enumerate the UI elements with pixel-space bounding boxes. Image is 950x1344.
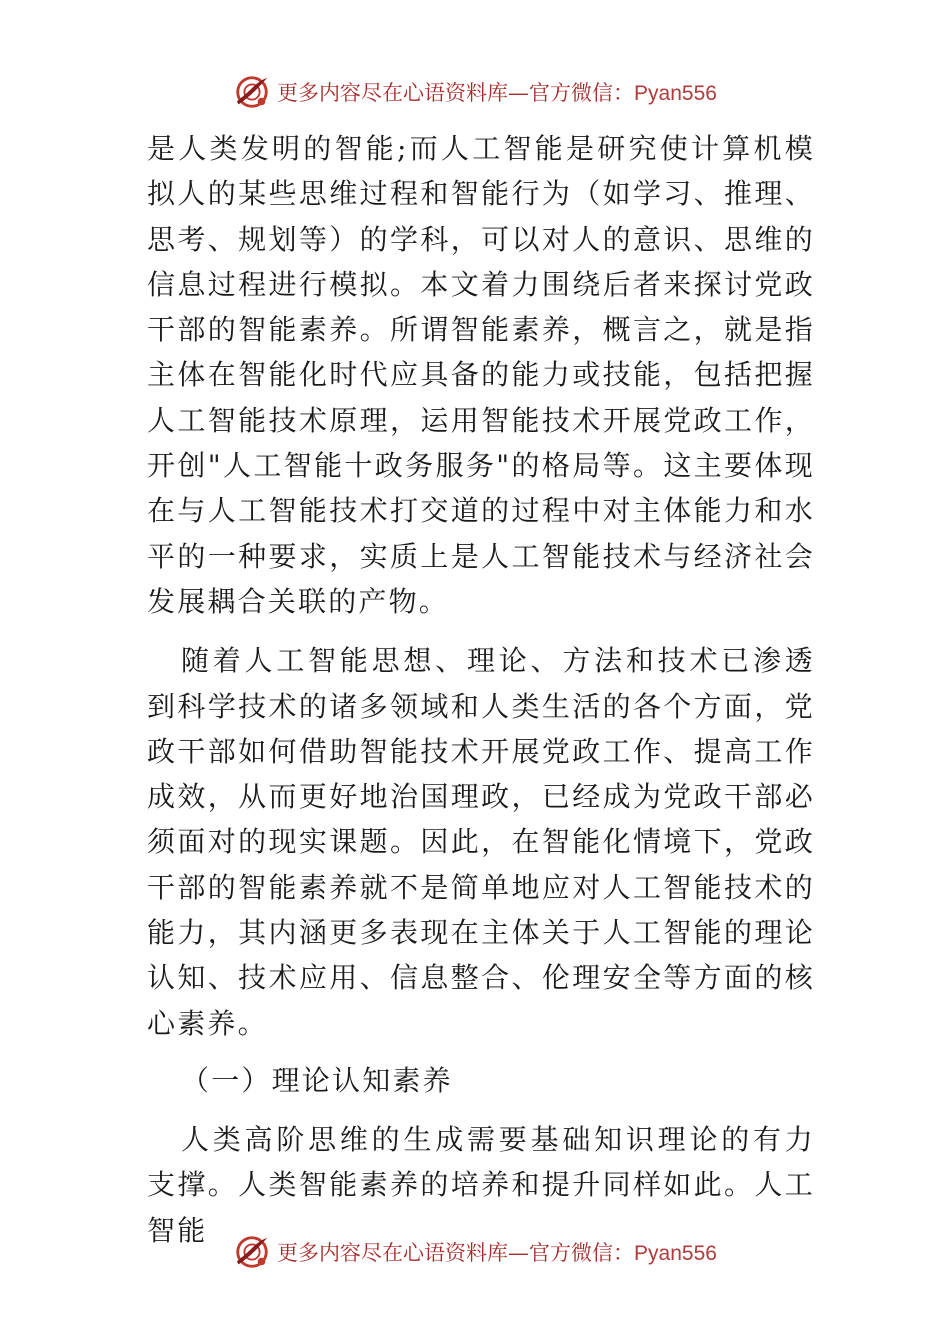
header-banner-cn: 更多内容尽在心语资料库—官方微信：	[277, 81, 635, 105]
footer-banner-cn: 更多内容尽在心语资料库—官方微信：	[277, 1241, 635, 1265]
footer-banner-text	[277, 1237, 717, 1267]
paragraph-2: 随着人工智能思想、理论、方法和技术已渗透到科学技术的诸多领域和人类生活的各个方面，党政干部如何借助智能技术开展党政工作、提高工作成效，从而更好地治国理政，已经成为党政干部必须面对的现实课题。因此，在智能化情境下，党政干部的智能素养就不是简单地应对人工智能技术的能力，其内涵更多表现在主体关于人工智能的理论认知、技术应用、信息整合、伦理安全等方面的核心素养。	[147, 644, 815, 1040]
footer-banner	[0, 1230, 950, 1274]
paragraph-3: 人类高阶思维的生成需要基础知识理论的有力支撑。人类智能素养的培养和提升同样如此。人工智能	[147, 1122, 815, 1247]
footer-banner-wechat-id: Pyan556	[634, 1242, 717, 1265]
section-heading: （一）理论认知素养	[181, 1063, 453, 1097]
header-banner-wechat-id: Pyan556	[634, 82, 717, 105]
document-body	[147, 126, 815, 1253]
header-banner-text	[277, 77, 717, 107]
library-logo-icon	[233, 1233, 271, 1271]
paragraph-1: 是人类发明的智能;而人工智能是研究使计算机模拟人的某些思维过程和智能行为（如学习、推理、思考、规划等）的学科，可以对人的意识、思维的信息过程进行模拟。本文着力围绕后者来探讨党政干部的智能素养。所谓智能素养，概言之，就是指主体在智能化时代应具备的能力或技能，包括把握人工智能技术原理，运用智能技术开展党政工作，开创"人工智能十政务服务"的格局等。这主要体现在与人工智能技术打交道的过程中对主体能力和水平的一种要求，实质上是人工智能技术与经济社会发展耦合关联的产物。	[147, 132, 815, 618]
header-banner	[0, 70, 950, 114]
library-logo-icon	[233, 73, 271, 111]
